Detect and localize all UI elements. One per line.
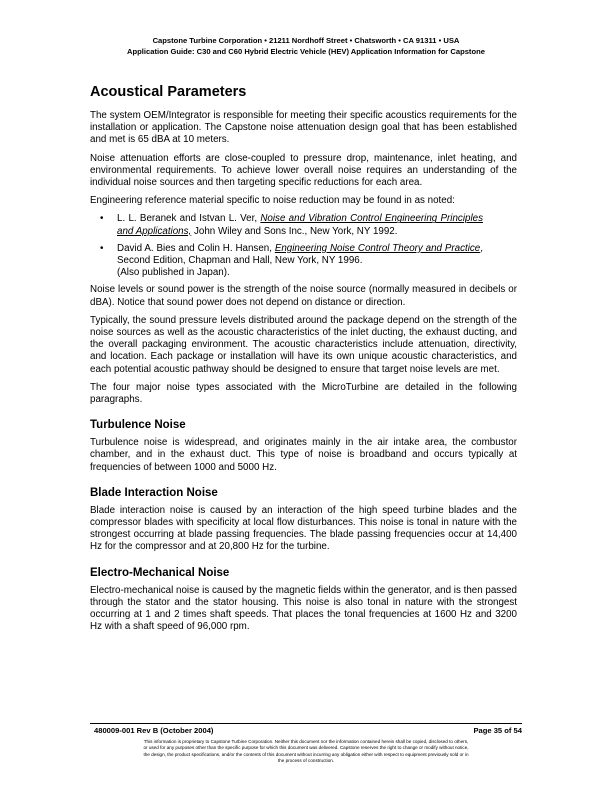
reference-title: Noise and Vibration Control Engineering Principles and Applications,	[117, 213, 483, 237]
reference-title: Engineering Noise Control Theory and Practice	[274, 242, 481, 254]
disclaimer-line: or used for any purposes other than the specific purpose for which this document was delivered. Capstone reserves the right to change or modify without notice,	[143, 745, 469, 751]
paragraph: Noise attenuation efforts are close-coupled to pressure drop, maintenance, inlet heating, and environmental requirements. To achieve lower overall noise requires an understanding of the individual noise sources and then targeting specific reductions for each area.	[90, 152, 517, 189]
paragraph: Turbulence noise is widespread, and originates mainly in the air intake area, the combustor chamber, and in the exhaust duct. This type of noise is broadband and occurs typically at frequencies of between 1000 and 5000 Hz.	[90, 437, 517, 473]
header-company-line: Capstone Turbine Corporation • 21211 Nordhoff Street • Chatsworth • CA 91311 • USA	[152, 36, 460, 45]
paragraph: Blade interaction noise is caused by an interaction of the high speed turbine blades and the compressor blades with specificity at local flow disturbances. This noise is tonal in nature with the strongest occurring at blade passing frequencies. The blade passing frequencies occur at 14,400 Hz for the compressor and at 20,800 Hz for the turbine.	[90, 504, 517, 553]
disclaimer-line: the design, the product specifications, and/or the contents of this document without incurring any obligation either with respect to equipment previously sold or in	[143, 751, 469, 757]
disclaimer-line: This information is proprietary to Capstone Turbine Corporation. Neither this document nor the information contained herein shall be copied, disclosed to others,	[143, 739, 469, 744]
page-content	[90, 84, 517, 640]
page-header	[0, 35, 612, 57]
section-title-blade-interaction: Blade Interaction Noise	[90, 486, 218, 499]
reference-item	[90, 213, 483, 237]
section-title-turbulence: Turbulence Noise	[90, 419, 186, 432]
disclaimer-line: the process of construction.	[277, 757, 335, 763]
reference-list	[90, 213, 517, 279]
footer-document-id: 480009-001 Rev B (October 2004)	[94, 726, 214, 735]
paragraph: Noise levels or sound power is the strength of the noise source (normally measured in decibels or dBA). Notice that sound power does not depend on distance or direction.	[90, 284, 517, 308]
footer-page-number: Page 35 of 54	[473, 726, 522, 735]
footer-divider	[90, 723, 522, 724]
section-title-acoustical: Acoustical Parameters	[90, 84, 247, 100]
footer-disclaimer	[90, 739, 522, 764]
reference-publisher: John Wiley and Sons Inc., New York, NY 1992.	[191, 225, 398, 237]
header-guide-title: Application Guide: C30 and C60 Hybrid Electric Vehicle (HEV) Application Information for Capstone	[127, 47, 485, 56]
paragraph: The four major noise types associated with the MicroTurbine are detailed in the following paragraphs.	[90, 381, 517, 406]
reference-authors: David A. Bies and Colin H. Hansen,	[117, 242, 275, 254]
reference-publisher: , Second Edition, Chapman and Hall, New York, NY 1996.	[117, 242, 483, 267]
reference-item	[90, 243, 483, 280]
section-title-electro-mechanical: Electro-Mechanical Noise	[90, 566, 230, 579]
paragraph: Electro-mechanical noise is caused by the magnetic fields within the generator, and is then passed through the stator and the stator housing. This noise is also tonal in nature with the strongest occurring at 1 and 2 times shaft speeds. That places the tonal frequencies at 1600 Hz and 3200 Hz with a shaft speed of 96,000 rpm.	[90, 584, 517, 633]
paragraph: Engineering reference material specific to noise reduction may be found in as noted:	[90, 195, 455, 207]
paragraph: The system OEM/Integrator is responsible for meeting their specific acoustics requirements for the installation or application. The Capstone noise attenuation design goal that has been established and met is 65 dBA at 10 meters.	[90, 110, 517, 146]
reference-authors: L. L. Beranek and Istvan L. Ver,	[117, 213, 261, 225]
reference-note: (Also published in Japan).	[117, 267, 230, 279]
paragraph: Typically, the sound pressure levels distributed around the package depend on the strength of the noise sources as well as the acoustic characteristics of the inlet ducting, the exhaust ducting, and the overall packaging environment. The acoustic characteristics include attenuation, directivity, and location. Each package or installation will have its own unique acoustic characteristics, and each potential acoustic pathway should be designed to ensure that target noise levels are met.	[90, 314, 517, 375]
